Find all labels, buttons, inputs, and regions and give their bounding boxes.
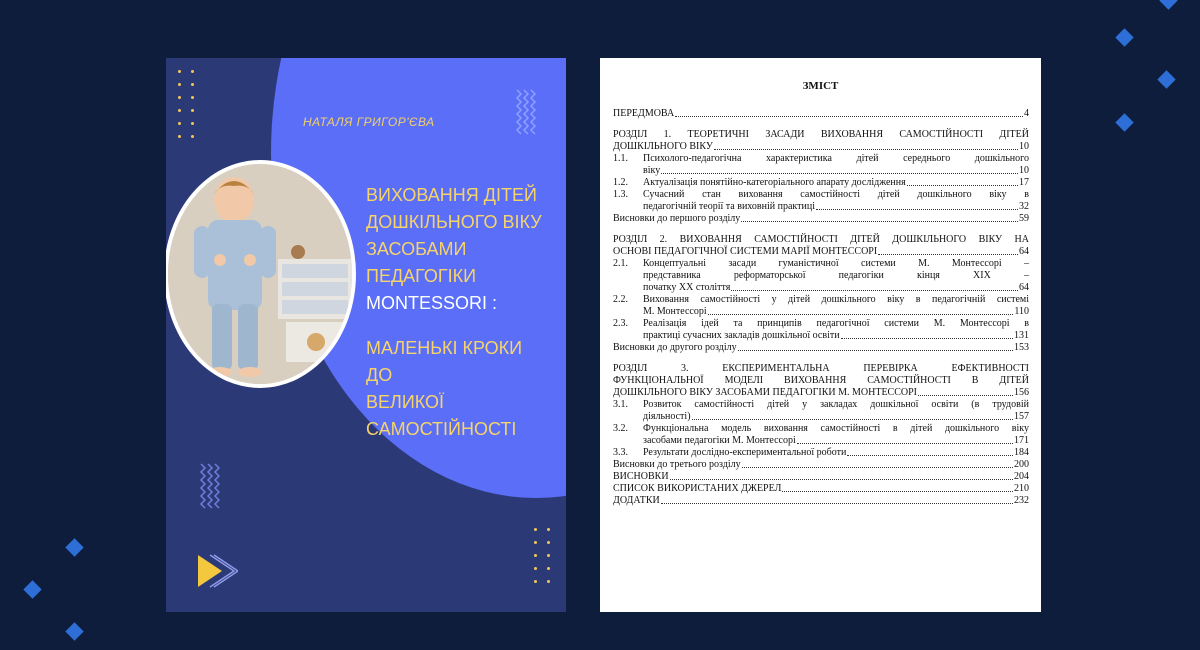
toc-item-text: засобами педагогіки М. Монтессорі xyxy=(643,435,796,446)
toc-section-heading[interactable]: РОЗДІЛ 2. ВИХОВАННЯ САМОСТІЙНОСТІ ДІТЕЙ ДОШКІЛЬНОГО ВІКУ НА xyxy=(613,234,1029,245)
toc-page-number: 4 xyxy=(1024,108,1029,119)
toc-page-number: 200 xyxy=(1014,459,1029,470)
toc-page-number: 156 xyxy=(1014,387,1029,398)
toc-entry-label: Висновки до першого розділу xyxy=(613,213,741,224)
toc-conclusion[interactable] xyxy=(613,342,1029,354)
toc-item-number: 2.3. xyxy=(613,318,628,329)
cover-title-line: ВИХОВАННЯ ДІТЕЙ xyxy=(366,185,537,205)
dot-leader xyxy=(708,314,1014,315)
dot-leader xyxy=(738,350,1013,351)
toc-page-number: 10 xyxy=(1019,141,1029,152)
cover-title xyxy=(366,182,551,443)
decor-diamond xyxy=(1115,113,1133,131)
dot-leader xyxy=(797,443,1013,444)
toc-item[interactable] xyxy=(613,423,1029,447)
decor-diamond xyxy=(23,580,41,598)
toc-item[interactable] xyxy=(613,399,1029,423)
book-cover xyxy=(166,58,566,612)
toc-page-number: 131 xyxy=(1014,330,1029,341)
cover-title-line: ДОШКІЛЬНОГО ВІКУ xyxy=(366,212,542,232)
toc-entry-references[interactable] xyxy=(613,483,1029,495)
toc-page-number: 210 xyxy=(1014,483,1029,494)
toc-item[interactable] xyxy=(613,318,1029,342)
toc-item-text: практиці сучасних закладів дошкільної освіти xyxy=(643,330,840,341)
decor-diamond xyxy=(1159,0,1177,10)
waves-icon xyxy=(198,462,220,514)
dot-leader xyxy=(918,395,1013,396)
toc-page-number: 17 xyxy=(1019,177,1029,188)
dot-leader xyxy=(741,221,1018,222)
toc-item-text: Сучасний стан виховання самостійності дітей дошкільного віку в xyxy=(643,189,1029,200)
toc-item-number: 3.1. xyxy=(613,399,628,410)
toc-item-text: педагогічній теорії та виховній практиці xyxy=(643,201,815,212)
dot-leader xyxy=(731,290,1018,291)
toc-item-text: віку xyxy=(643,165,661,176)
toc-item[interactable] xyxy=(613,177,1029,189)
toc-page-number: 171 xyxy=(1014,435,1029,446)
toc-item-text: Виховання самостійності у дітей дошкільного віку в педагогічній системі xyxy=(643,294,1029,305)
dot-leader xyxy=(907,185,1018,186)
toc-section-heading-line: ДОШКІЛЬНОГО ВІКУ ЗАСОБАМИ ПЕДАГОГІКИ М. МОНТЕССОРІ xyxy=(613,387,917,398)
toc-conclusion[interactable] xyxy=(613,213,1029,225)
toc-entry-label: ВИСНОВКИ xyxy=(613,471,669,482)
toc-item-text: Розвиток самостійності дітей у закладах дошкільної освіти (в трудовій xyxy=(643,399,1029,410)
dot-leader xyxy=(675,116,1023,117)
toc-page-number: 204 xyxy=(1014,471,1029,482)
toc-item-text: діяльності) xyxy=(643,411,691,422)
toc-entry-label: СПИСОК ВИКОРИСТАНИХ ДЖЕРЕЛ xyxy=(613,483,782,494)
dot-leader xyxy=(661,173,1018,174)
cover-title-line: ПЕДАГОГІКИ xyxy=(366,266,477,286)
toc-item-number: 2.2. xyxy=(613,294,628,305)
toc-section-heading-end[interactable] xyxy=(613,387,1029,399)
cover-subtitle-line: ВЕЛИКОЇ xyxy=(366,392,445,412)
toc-page-number: 32 xyxy=(1019,201,1029,212)
toc-body xyxy=(613,108,1029,507)
toc-page-number: 64 xyxy=(1019,246,1029,257)
decor-diamond xyxy=(65,538,83,556)
dot-leader xyxy=(841,338,1013,339)
dot-leader xyxy=(670,479,1013,480)
dot-leader xyxy=(714,149,1018,150)
toc-page-number: 64 xyxy=(1019,282,1029,293)
dot-leader xyxy=(742,467,1013,468)
toc-section-heading-line: ОСНОВІ ПЕДАГОГІЧНОЇ СИСТЕМИ МАРІЇ МОНТЕССОРІ xyxy=(613,246,878,257)
toc-item-number: 3.3. xyxy=(613,447,628,458)
toc-section-1 xyxy=(613,129,1029,225)
waves-icon xyxy=(514,88,536,140)
cover-author: НАТАЛЯ ГРИГОР'ЄВА xyxy=(303,115,435,129)
toc-section-heading-end[interactable] xyxy=(613,246,1029,258)
toc-item-text: представника реформаторської педагогіки кінця XIX – xyxy=(643,270,1029,281)
toc-item-text: Результати дослідно-експериментальної роботи xyxy=(643,447,847,458)
toc-item-number: 1.3. xyxy=(613,189,628,200)
dot-leader xyxy=(816,209,1018,210)
toc-item-text: М. Монтессорі xyxy=(643,306,707,317)
child-photo xyxy=(166,160,356,388)
toc-item-text: Актуалізація понятійно-категоріального апарату дослідження xyxy=(643,177,906,188)
cover-subtitle-line: САМОСТІЙНОСТІ xyxy=(366,419,517,439)
toc-page-number: 110 xyxy=(1014,306,1029,317)
toc-item[interactable] xyxy=(613,153,1029,177)
toc-page-number: 232 xyxy=(1014,495,1029,506)
toc-entry-label: ПЕРЕДМОВА xyxy=(613,108,675,119)
toc-page-number: 153 xyxy=(1014,342,1029,353)
toc-section-3 xyxy=(613,363,1029,471)
toc-section-heading-end[interactable] xyxy=(613,141,1029,153)
decor-diamond xyxy=(65,622,83,640)
decor-diamond xyxy=(1157,70,1175,88)
toc-item-text: Концептуальні засади гуманістичної системи М. Монтессорі – xyxy=(643,258,1029,269)
toc-entry-label: ДОДАТКИ xyxy=(613,495,660,506)
toc-item-number: 2.1. xyxy=(613,258,628,269)
toc-section-heading[interactable]: ФУНКЦІОНАЛЬНОЇ МОДЕЛІ ВИХОВАННЯ САМОСТІЙНОСТІ В ДІТЕЙ xyxy=(613,375,1029,386)
dot-leader xyxy=(782,491,1013,492)
toc-page-number: 59 xyxy=(1019,213,1029,224)
cover-title-montessori: MONTESSORI : xyxy=(366,293,498,313)
toc-entry-appendices[interactable] xyxy=(613,495,1029,507)
dots-decor xyxy=(178,70,194,138)
dot-leader xyxy=(847,455,1013,456)
dot-leader xyxy=(878,254,1018,255)
toc-page-number: 184 xyxy=(1014,447,1029,458)
play-arrow-icon xyxy=(196,553,238,589)
toc-item-number: 3.2. xyxy=(613,423,628,434)
toc-item-text: Реалізація ідей та принципів педагогічної системи М. Монтессорі в xyxy=(643,318,1029,329)
toc-entry-conclusions[interactable] xyxy=(613,471,1029,483)
toc-item-text: Функціональна модель виховання самостійності в дітей дошкільного віку xyxy=(643,423,1029,434)
toc-item-number: 1.2. xyxy=(613,177,628,188)
toc-entry-label: Висновки до третього розділу xyxy=(613,459,741,470)
toc-section-heading[interactable]: РОЗДІЛ 3. ЕКСПЕРИМЕНТАЛЬНА ПЕРЕВІРКА ЕФЕКТИВНОСТІ xyxy=(613,363,1029,374)
toc-item[interactable] xyxy=(613,258,1029,294)
dot-leader xyxy=(692,419,1013,420)
cover-title-line: ЗАСОБАМИ xyxy=(366,239,467,259)
toc-entry-preface[interactable] xyxy=(613,108,1029,120)
cover-subtitle-line: МАЛЕНЬКІ КРОКИ ДО xyxy=(366,338,523,385)
decor-diamond xyxy=(1115,28,1133,46)
toc-conclusion[interactable] xyxy=(613,459,1029,471)
toc-item-text: початку XX століття xyxy=(643,282,731,293)
toc-item[interactable] xyxy=(613,447,1029,459)
toc-item-text: Психолого-педагогічна характеристика дітей середнього дошкільного xyxy=(643,153,1029,164)
toc-page-number: 10 xyxy=(1019,165,1029,176)
dot-leader xyxy=(661,503,1013,504)
toc-item[interactable] xyxy=(613,189,1029,213)
toc-item[interactable] xyxy=(613,294,1029,318)
toc-item-number: 1.1. xyxy=(613,153,628,164)
toc-section-heading[interactable]: РОЗДІЛ 1. ТЕОРЕТИЧНІ ЗАСАДИ ВИХОВАННЯ САМОСТІЙНОСТІ ДІТЕЙ xyxy=(613,129,1029,140)
toc-page-number: 157 xyxy=(1014,411,1029,422)
toc-section-heading-line: ДОШКІЛЬНОГО ВІКУ xyxy=(613,141,713,152)
toc-entry-label: Висновки до другого розділу xyxy=(613,342,737,353)
toc-page xyxy=(600,58,1041,612)
toc-section-2 xyxy=(613,234,1029,354)
toc-title: ЗМІСТ xyxy=(802,80,839,92)
dots-decor xyxy=(534,528,550,583)
